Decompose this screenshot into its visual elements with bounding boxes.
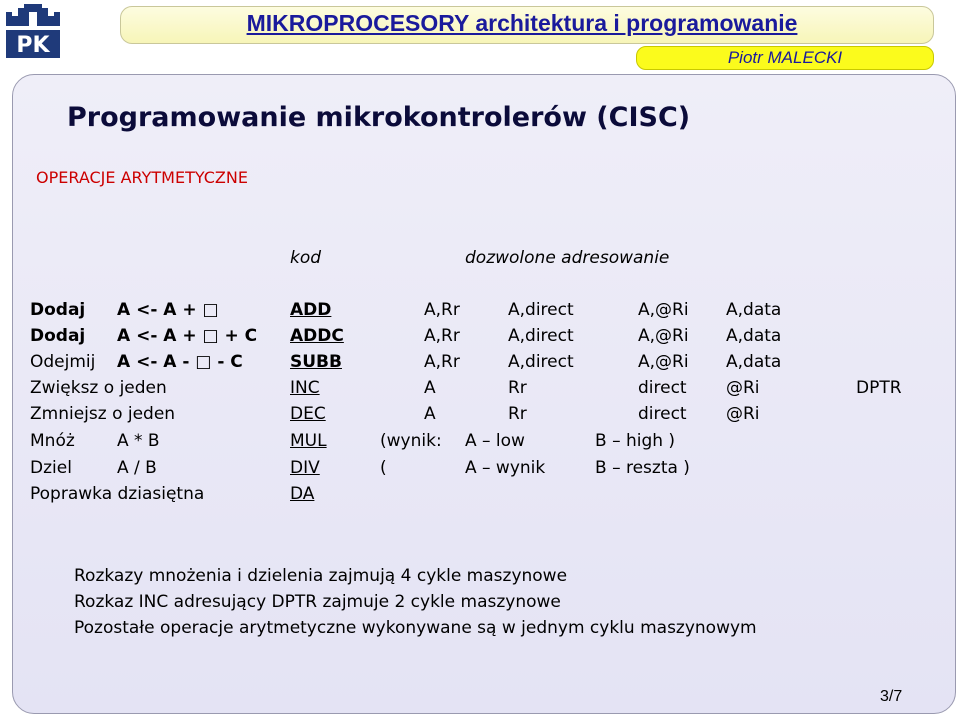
row-2-addr-3: A,@Ri <box>638 352 689 372</box>
column-header-kod: kod <box>290 248 322 268</box>
row-3-addr-4: @Ri <box>726 378 760 398</box>
row-6-note-3: B – reszta ) <box>595 458 690 478</box>
row-2-operation: Odejmij <box>30 352 96 372</box>
row-3-addr-2: Rr <box>508 378 527 398</box>
section-heading: OPERACJE ARYTMETYCZNE <box>36 168 248 187</box>
row-6-note-2: A – wynik <box>465 458 546 478</box>
row-5-note-1: (wynik: <box>380 431 442 451</box>
row-4-operation: Zmniejsz o jeden <box>30 404 176 424</box>
note-line: Pozostałe operacje arytmetyczne wykonywane są w jednym cyklu maszynowym <box>74 618 757 638</box>
row-0-mnemonic: ADD <box>290 300 332 320</box>
row-2-addr-4: A,data <box>726 352 782 372</box>
row-2-addr-1: A,Rr <box>424 352 460 372</box>
row-5-note-3: B – high ) <box>595 431 676 451</box>
row-2-mnemonic: SUBB <box>290 352 342 372</box>
row-1-mnemonic: ADDC <box>290 326 344 346</box>
row-5-operation: Mnóż <box>30 431 75 451</box>
row-4-addr-2: Rr <box>508 404 527 424</box>
row-1-formula: A <- A + □ + C <box>117 326 258 346</box>
row-6-note-1: ( <box>380 458 387 478</box>
row-0-operation: Dodaj <box>30 300 86 320</box>
row-1-addr-1: A,Rr <box>424 326 460 346</box>
row-5-formula: A * B <box>117 431 160 451</box>
row-0-addr-4: A,data <box>726 300 782 320</box>
row-1-operation: Dodaj <box>30 326 86 346</box>
row-6-formula: A / B <box>117 458 157 478</box>
row-4-addr-3: direct <box>638 404 687 424</box>
row-2-addr-2: A,direct <box>508 352 574 372</box>
row-4-addr-4: @Ri <box>726 404 760 424</box>
row-1-addr-2: A,direct <box>508 326 574 346</box>
page-number: 3/7 <box>880 688 903 705</box>
university-logo <box>2 2 64 60</box>
course-title: MIKROPROCESORY architektura i programowanie <box>246 10 798 36</box>
slide-title: Programowanie mikrokontrolerów (CISC) <box>67 102 691 133</box>
row-3-operation: Zwiększ o jeden <box>30 378 167 398</box>
row-4-mnemonic: DEC <box>290 404 326 424</box>
row-0-addr-2: A,direct <box>508 300 574 320</box>
row-3-addr-3: direct <box>638 378 687 398</box>
row-5-note-2: A – low <box>465 431 525 451</box>
row-3-mnemonic: INC <box>290 378 320 398</box>
svg-text:PK: PK <box>16 33 50 58</box>
row-7-operation: Poprawka dziasiętna <box>30 484 205 504</box>
row-0-formula: A <- A + □ <box>117 300 219 320</box>
row-0-addr-1: A,Rr <box>424 300 460 320</box>
row-1-addr-4: A,data <box>726 326 782 346</box>
row-4-addr-1: A <box>424 404 436 424</box>
note-line: Rozkaz INC adresujący DPTR zajmuje 2 cykle maszynowe <box>74 592 561 612</box>
row-3-addr-5: DPTR <box>856 378 902 398</box>
row-3-addr-1: A <box>424 378 436 398</box>
row-0-addr-3: A,@Ri <box>638 300 689 320</box>
row-6-operation: Dziel <box>30 458 72 478</box>
notes <box>74 563 757 641</box>
row-2-formula: A <- A - □ - C <box>117 352 243 372</box>
row-6-mnemonic: DIV <box>290 458 320 478</box>
row-5-mnemonic: MUL <box>290 431 327 451</box>
author-name: Piotr MALECKI <box>727 48 843 67</box>
row-1-addr-3: A,@Ri <box>638 326 689 346</box>
note-line: Rozkazy mnożenia i dzielenia zajmują 4 cykle maszynowe <box>74 566 568 586</box>
column-header-addressing: dozwolone adresowanie <box>465 248 670 268</box>
row-7-mnemonic: DA <box>290 484 315 504</box>
